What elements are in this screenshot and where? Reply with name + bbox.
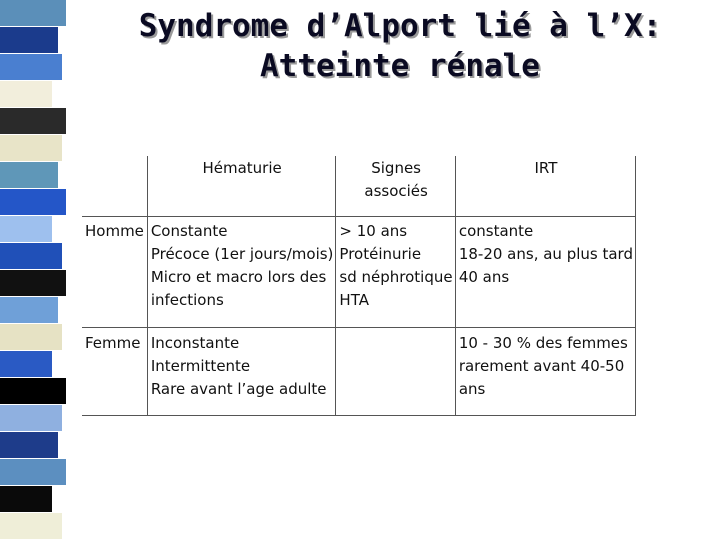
stripe-block xyxy=(0,405,62,432)
renal-findings-table xyxy=(82,156,636,416)
stripe-block xyxy=(0,81,52,108)
cell-line: ans xyxy=(458,380,486,398)
stripe-block xyxy=(0,135,62,162)
stripe-block xyxy=(0,270,66,297)
cell-line: HTA xyxy=(339,291,369,309)
cell-femme-signes-empty xyxy=(336,328,455,416)
cell-line: rarement avant 40-50 xyxy=(458,357,625,375)
row-label-femme: Femme xyxy=(82,328,147,416)
header-hematurie: Hématurie xyxy=(147,156,336,217)
cell-homme-signes xyxy=(336,217,455,328)
cell-line: infections xyxy=(150,291,224,309)
cell-line: 18-20 ans, au plus tard xyxy=(458,245,633,263)
cell-line: Précoce (1er jours/mois) xyxy=(150,245,334,263)
cell-line: 10 - 30 % des femmes xyxy=(458,334,628,352)
stripe-block xyxy=(0,189,66,216)
cell-line: Intermittente xyxy=(150,357,251,375)
stripe-block xyxy=(0,324,62,351)
header-irt: IRT xyxy=(455,156,635,217)
stripe-block xyxy=(0,108,66,135)
stripe-block xyxy=(0,378,66,405)
stripe-block xyxy=(0,297,58,324)
stripe-block xyxy=(0,54,62,81)
stripe-block xyxy=(0,432,58,459)
stripe-block xyxy=(0,459,66,486)
cell-femme-hematurie xyxy=(147,328,336,416)
decorative-stripe-bar xyxy=(0,0,66,540)
stripe-block xyxy=(0,351,52,378)
stripe-block xyxy=(0,216,52,243)
cell-line: constante xyxy=(458,222,534,240)
table-row-femme xyxy=(82,328,636,416)
cell-femme-irt xyxy=(455,328,635,416)
stripe-block xyxy=(0,0,66,27)
cell-line: > 10 ans xyxy=(339,222,408,240)
row-label-homme: Homme xyxy=(82,217,147,328)
cell-line: Protéinurie xyxy=(339,245,422,263)
stripe-block xyxy=(0,27,58,54)
cell-line: sd néphrotique xyxy=(339,268,453,286)
header-empty-cell xyxy=(82,156,147,217)
cell-line: Micro et macro lors des xyxy=(150,268,327,286)
table-header-row xyxy=(82,156,636,217)
stripe-block xyxy=(0,162,58,189)
cell-line: Rare avant l’age adulte xyxy=(150,380,327,398)
slide-title xyxy=(80,6,720,86)
slide-title-line-1: Syndrome d’Alport lié à l’X: xyxy=(138,8,662,44)
stripe-block xyxy=(0,243,62,270)
cell-line: Constante xyxy=(150,222,228,240)
cell-homme-hematurie xyxy=(147,217,336,328)
cell-homme-irt xyxy=(455,217,635,328)
cell-line: Inconstante xyxy=(150,334,240,352)
table-row-homme xyxy=(82,217,636,328)
stripe-block xyxy=(0,513,62,540)
header-signes-associes: Signes associés xyxy=(336,156,455,217)
stripe-block xyxy=(0,486,52,513)
cell-line: 40 ans xyxy=(458,268,510,286)
slide-title-line-2: Atteinte rénale xyxy=(260,48,540,84)
